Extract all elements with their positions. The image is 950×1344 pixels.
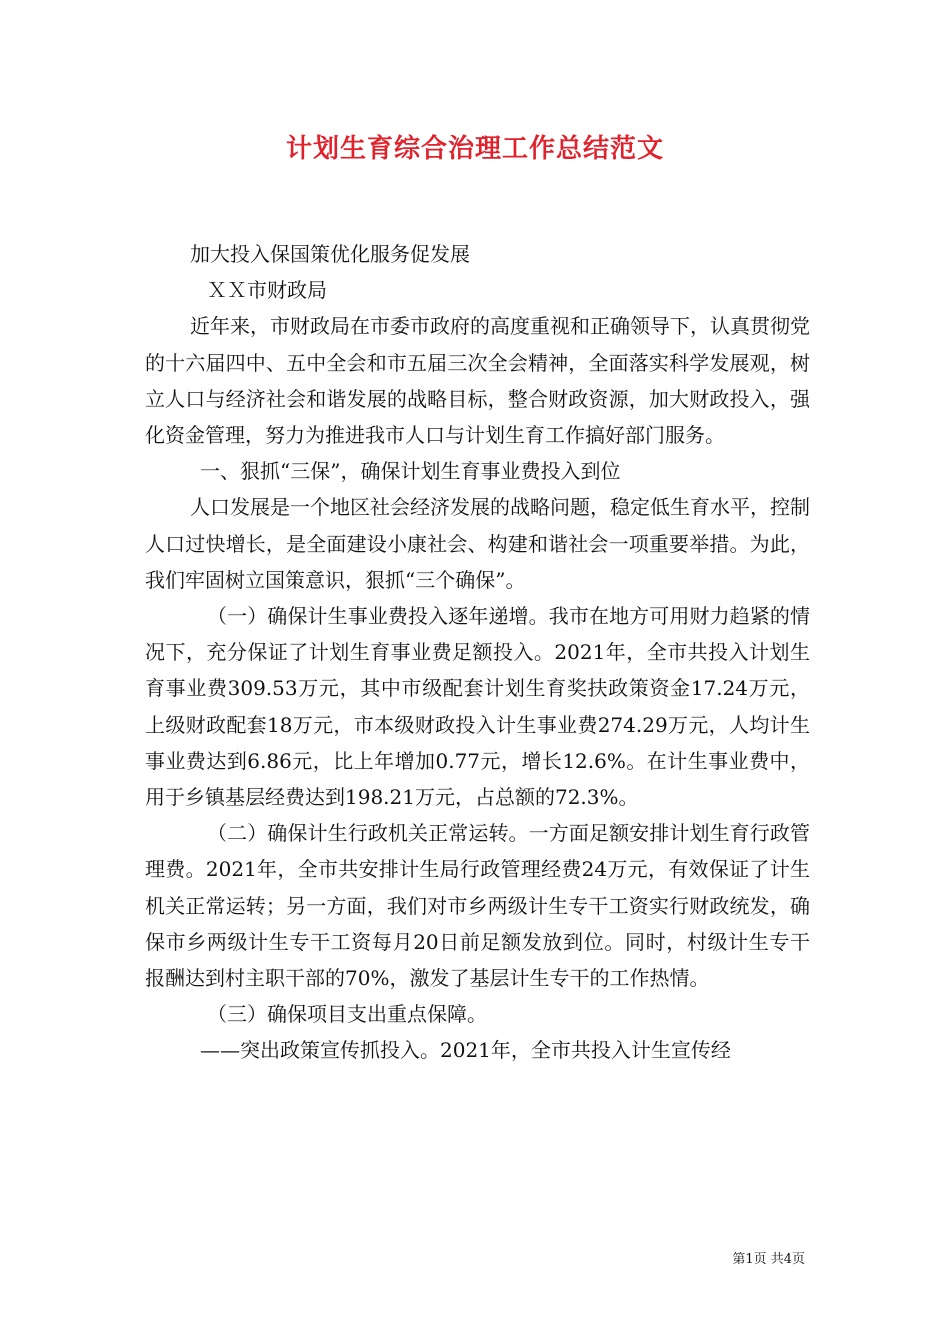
author: ＸＸ市财政局 <box>207 278 327 303</box>
document-body <box>145 236 810 1069</box>
paragraph: （三）确保项目支出重点保障。 <box>207 1002 487 1027</box>
paragraph: 人口发展是一个地区社会经济发展的战略问题，稳定低生育水平，控制人口过快增长，是全面建设小康社会、构建和谐社会一项重要举措。为此，我们牢固树立国策意识，狠抓“三个确保”。 <box>145 495 810 592</box>
page-number: 第1页 共4页 <box>732 1252 805 1267</box>
paragraph: （一）确保计生事业费投入逐年递增。我市在地方可用财力趋紧的情况下，充分保证了计划生育事业费足额投入。2021年，全市共投入计划生育事业费309.53万元，其中市级配套计划生育奖扶政策资金17.24万元，上级财政配套18万元，市本级财政投入计生事业费274.29万元，人均计生事业费达到6.86元，比上年增加0.77元，增长12.6%。在计生事业费中，用于乡镇基层经费达到198.21万元，占总额的72.3%。 <box>145 604 810 810</box>
document-title: 计划生育综合治理工作总结范文 <box>285 134 664 164</box>
paragraph: （二）确保计生行政机关正常运转。一方面足额安排计划生育行政管理费。2021年，全市共安排计生局行政管理经费24万元，有效保证了计生机关正常运转；另一方面，我们对市乡两级计生专干工资实行财政统发，确保市乡两级计生专干工资每月20日前足额发放到位。同时，村级计生专干报酬达到村主职干部的70%，激发了基层计生专干的工作热情。 <box>145 821 810 991</box>
subtitle: 加大投入保国策优化服务促发展 <box>190 242 470 266</box>
section-heading: 一、狠抓“三保”，确保计划生育事业费投入到位 <box>200 459 621 484</box>
paragraph: ——突出政策宣传抓投入。2021年，全市共投入计生宣传经 <box>200 1038 731 1063</box>
paragraph: 近年来，市财政局在市委市政府的高度重视和正确领导下，认真贯彻党的十六届四中、五中全会和市五届三次全会精神，全面落实科学发展观，树立人口与经济社会和谐发展的战略目标，整合财政资源，加大财政投入，强化资金管理，努力为推进我市人口与计划生育工作搞好部门服务。 <box>145 314 810 448</box>
